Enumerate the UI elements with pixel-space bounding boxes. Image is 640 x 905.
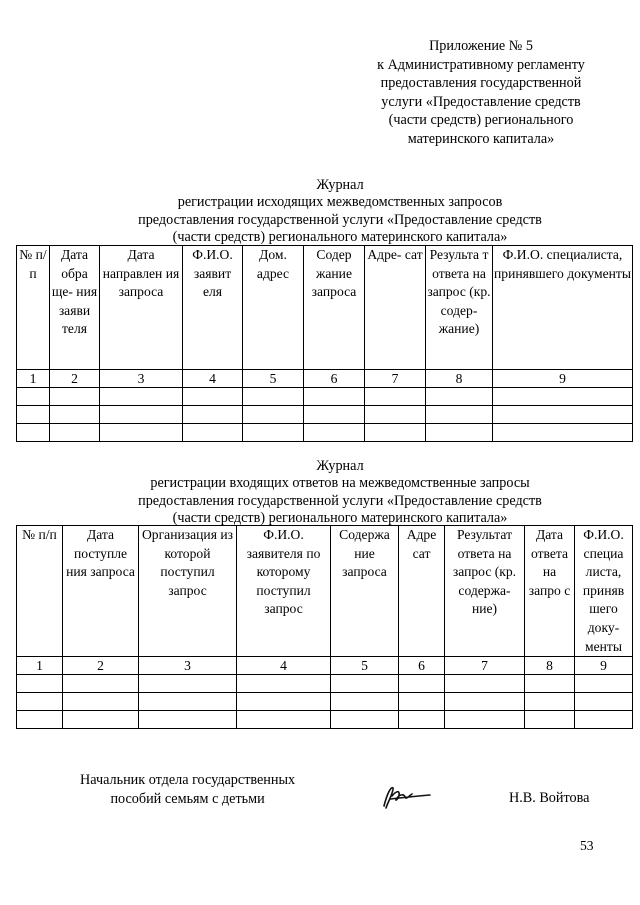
column-header: Содер жание запроса	[304, 246, 365, 370]
empty-cell	[399, 711, 445, 729]
title-line: регистрации входящих ответов на межведомственные запросы	[150, 475, 530, 492]
empty-cell	[63, 675, 139, 693]
empty-cell	[426, 406, 493, 424]
empty-cell	[100, 424, 183, 442]
column-header: Дата ответа на запро с	[525, 526, 575, 657]
table-row	[17, 693, 633, 711]
journal-outgoing-table	[16, 245, 633, 442]
column-number-row	[17, 657, 633, 675]
column-number: 5	[243, 370, 304, 388]
column-number: 4	[183, 370, 243, 388]
empty-cell	[365, 388, 426, 406]
empty-cell	[304, 406, 365, 424]
empty-cell	[525, 693, 575, 711]
appendix-line: материнского капитала»	[407, 130, 555, 147]
empty-cell	[365, 424, 426, 442]
title-line: Журнал	[316, 458, 364, 474]
column-number: 3	[100, 370, 183, 388]
empty-cell	[243, 388, 304, 406]
column-header: Дата направлен ия запроса	[100, 246, 183, 370]
appendix-line: к Административному регламенту	[377, 56, 585, 73]
column-number: 2	[63, 657, 139, 675]
table-row	[17, 711, 633, 729]
column-header: Дата обра ще- ния заяви теля	[50, 246, 100, 370]
empty-cell	[100, 388, 183, 406]
journal-incoming-title	[60, 458, 620, 528]
appendix-line: (части средств) регионального	[388, 112, 574, 129]
page-number: 53	[580, 838, 594, 853]
column-header: Организация из которой поступил запрос	[139, 526, 237, 657]
empty-cell	[17, 675, 63, 693]
empty-cell	[17, 406, 50, 424]
table-body	[17, 526, 633, 729]
handwritten-signature	[378, 782, 434, 812]
column-header: Ф.И.О. специа листа, приняв шего доку- менты	[575, 526, 633, 657]
column-number: 7	[365, 370, 426, 388]
title-line: предоставления государственной услуги «Предоставление средств	[138, 211, 542, 228]
table-row	[17, 388, 633, 406]
empty-cell	[237, 675, 331, 693]
column-header: Ф.И.О. заявит еля	[183, 246, 243, 370]
column-header: № п/п	[17, 526, 63, 657]
empty-cell	[50, 424, 100, 442]
empty-cell	[17, 693, 63, 711]
empty-cell	[525, 675, 575, 693]
header-row	[17, 246, 633, 370]
column-header: Дом. адрес	[243, 246, 304, 370]
empty-cell	[426, 388, 493, 406]
table-row	[17, 675, 633, 693]
column-number: 6	[399, 657, 445, 675]
empty-cell	[575, 711, 633, 729]
empty-cell	[139, 711, 237, 729]
empty-cell	[183, 424, 243, 442]
empty-cell	[399, 693, 445, 711]
column-header: Дата поступле ния запроса	[63, 526, 139, 657]
column-number: 3	[139, 657, 237, 675]
empty-cell	[63, 711, 139, 729]
empty-cell	[50, 406, 100, 424]
empty-cell	[63, 693, 139, 711]
column-header: Адре- сат	[365, 246, 426, 370]
empty-cell	[493, 388, 633, 406]
column-header: Адре сат	[399, 526, 445, 657]
empty-cell	[445, 711, 525, 729]
signatory-name: Н.В. Войтова	[509, 790, 590, 806]
empty-cell	[139, 693, 237, 711]
title-line: предоставления государственной услуги «Предоставление средств	[138, 492, 542, 509]
empty-cell	[304, 424, 365, 442]
empty-cell	[493, 406, 633, 424]
column-header: № п/п	[17, 246, 50, 370]
empty-cell	[575, 675, 633, 693]
column-number: 7	[445, 657, 525, 675]
appendix-header	[350, 37, 612, 149]
column-number-row	[17, 370, 633, 388]
column-header: Результа т ответа на запрос (кр. содер- жание)	[426, 246, 493, 370]
title-line: (части средств) регионального материнского капитала»	[172, 229, 508, 246]
column-header: Ф.И.О. специалиста, принявшего документы	[493, 246, 633, 370]
empty-cell	[525, 711, 575, 729]
empty-cell	[331, 693, 399, 711]
empty-cell	[493, 424, 633, 442]
empty-cell	[183, 388, 243, 406]
title-line: Журнал	[316, 177, 364, 193]
column-number: 9	[493, 370, 633, 388]
journal-outgoing-title	[60, 177, 620, 247]
appendix-line: Приложение № 5	[429, 38, 533, 54]
column-number: 9	[575, 657, 633, 675]
column-number: 8	[426, 370, 493, 388]
empty-cell	[17, 424, 50, 442]
empty-cell	[237, 711, 331, 729]
column-number: 1	[17, 657, 63, 675]
empty-cell	[445, 693, 525, 711]
empty-cell	[183, 406, 243, 424]
empty-cell	[50, 388, 100, 406]
table-row	[17, 406, 633, 424]
empty-cell	[331, 711, 399, 729]
header-row	[17, 526, 633, 657]
empty-cell	[331, 675, 399, 693]
empty-cell	[139, 675, 237, 693]
position-line: пособий семьям с детьми	[110, 790, 265, 807]
empty-cell	[100, 406, 183, 424]
empty-cell	[243, 424, 304, 442]
empty-cell	[426, 424, 493, 442]
column-number: 5	[331, 657, 399, 675]
empty-cell	[399, 675, 445, 693]
empty-cell	[365, 406, 426, 424]
empty-cell	[237, 693, 331, 711]
column-number: 6	[304, 370, 365, 388]
empty-cell	[575, 693, 633, 711]
empty-cell	[17, 388, 50, 406]
column-number: 1	[17, 370, 50, 388]
empty-cell	[304, 388, 365, 406]
title-line: (части средств) регионального материнского капитала»	[172, 510, 508, 527]
empty-cell	[17, 711, 63, 729]
column-number: 8	[525, 657, 575, 675]
column-header: Ф.И.О. заявителя по которому поступил запрос	[237, 526, 331, 657]
table-row	[17, 424, 633, 442]
column-header: Содержа ние запроса	[331, 526, 399, 657]
empty-cell	[243, 406, 304, 424]
column-number: 4	[237, 657, 331, 675]
position-line: Начальник отдела государственных	[80, 772, 296, 788]
journal-incoming-table	[16, 525, 633, 729]
column-number: 2	[50, 370, 100, 388]
empty-cell	[445, 675, 525, 693]
table-body	[17, 246, 633, 442]
title-line: регистрации исходящих межведомственных запросов	[177, 194, 503, 211]
signatory-position	[80, 771, 295, 808]
column-header: Результат ответа на запрос (кр. содержа- ние)	[445, 526, 525, 657]
appendix-line: услуги «Предоставление средств	[381, 93, 581, 110]
appendix-line: предоставления государственной	[380, 75, 582, 92]
